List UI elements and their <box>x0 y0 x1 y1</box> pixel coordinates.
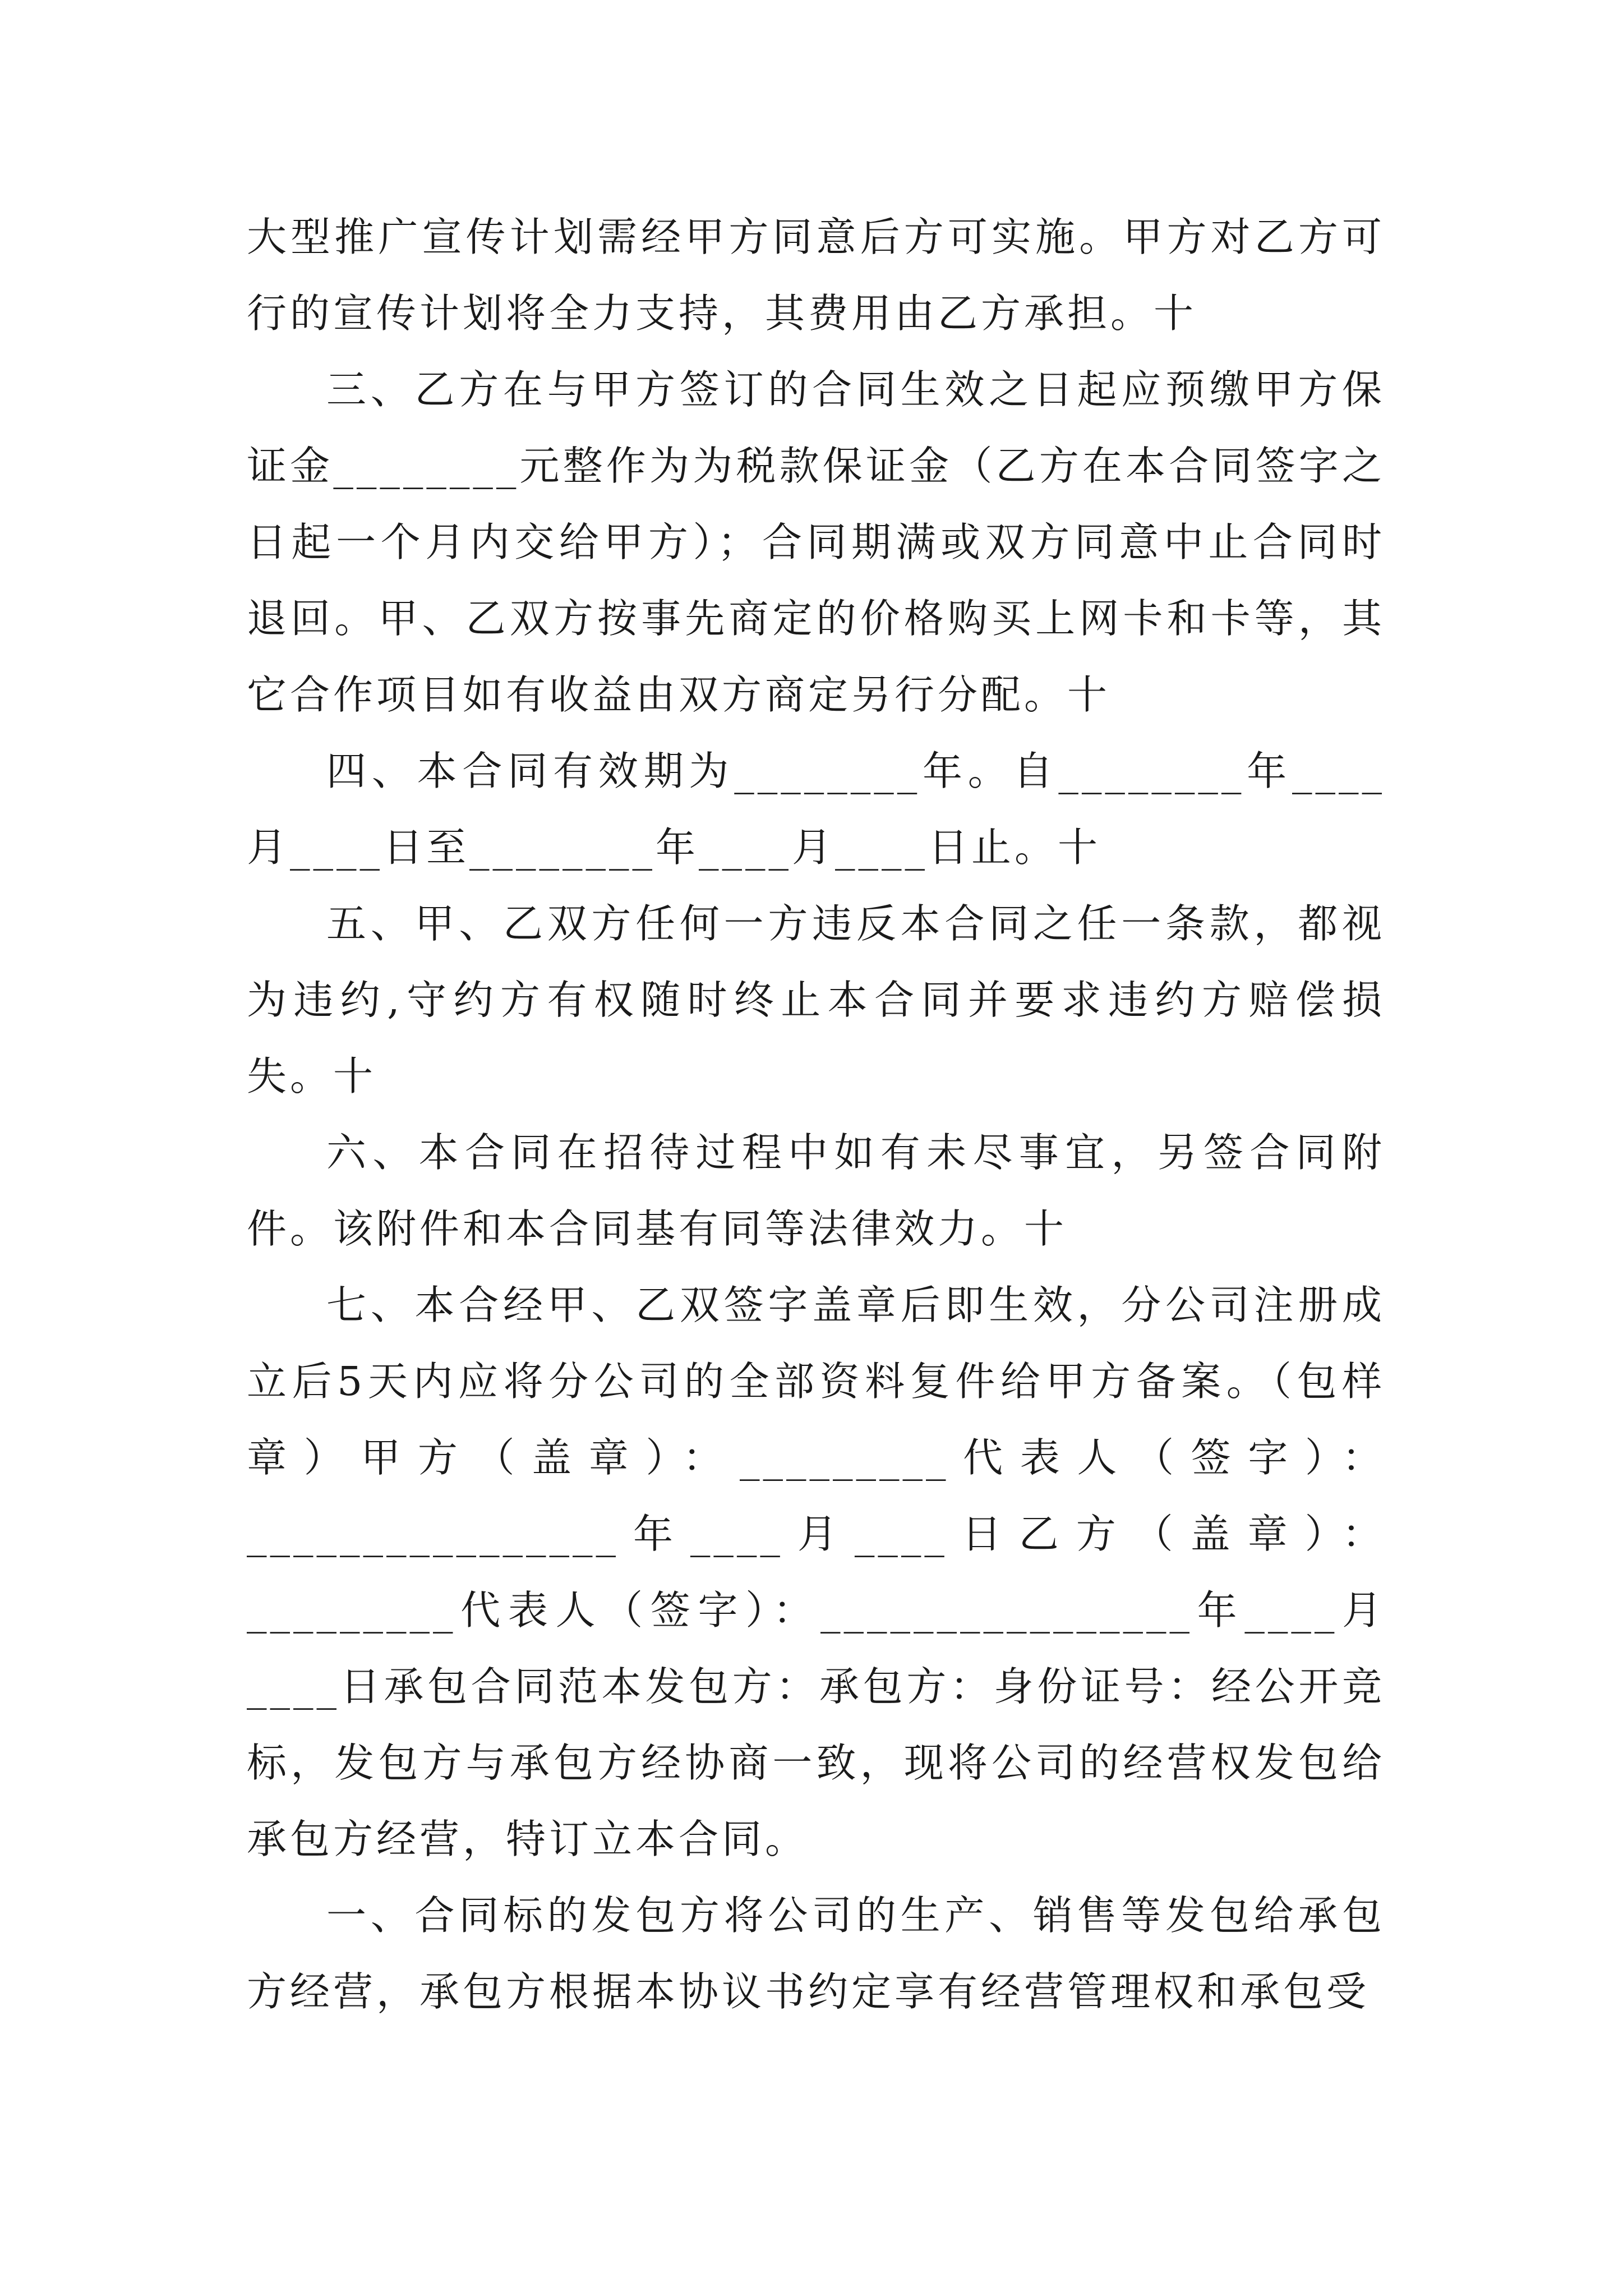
paragraph-promotion-plan: 大型推广宣传计划需经甲方同意后方可实施。甲方对乙方可行的宣传计划将全力支持，其费用由乙方承担。十 <box>247 214 1385 337</box>
paragraph-clause-three: 三、乙方在与甲方签订的合同生效之日起应预缴甲方保证金________元整作为为税款保证金（乙方在本合同签字之日起一个月内交给甲方）；合同期满或双方同意中止合同时退回。甲、乙双方按事先商定的价格购买上网卡和卡等，其它合作项目如有收益由双方商定另行分配。十 <box>247 366 1385 718</box>
paragraph-clause-five: 五、甲、乙双方任何一方违反本合同之任一条款，都视为违约,守约方有权随时终止本合同并要求违约方赔偿损失。十 <box>247 900 1385 1099</box>
document-body <box>247 199 1385 2030</box>
paragraph-clause-six: 六、本合同在招待过程中如有未尽事宜，另签合同附件。该附件和本合同基有同等法律效力。十 <box>247 1129 1385 1252</box>
paragraph-contract-subject: 一、合同标的发包方将公司的生产、销售等发包给承包方经营，承包方根据本协议书约定享有经营管理权和承包受 <box>247 1892 1385 2015</box>
paragraph-clause-four: 四、本合同有效期为________年。自________年____月____日至________年____月____日止。十 <box>247 748 1385 871</box>
paragraph-clause-seven: 七、本合经甲、乙双签字盖章后即生效，分公司注册成立后5天内应将分公司的全部资料复件给甲方备案。（包样章）甲方（盖章）：_________代表人（签字）：________________年____月____日乙方（盖章）：_________代表人（签字）：________________年____月____日承包合同范本发包方：承包方：身份证号：经公开竞标，发包方与承包方经协商一致，现将公司的经营权发包给承包方经营，特订立本合同。 <box>247 1282 1385 1862</box>
